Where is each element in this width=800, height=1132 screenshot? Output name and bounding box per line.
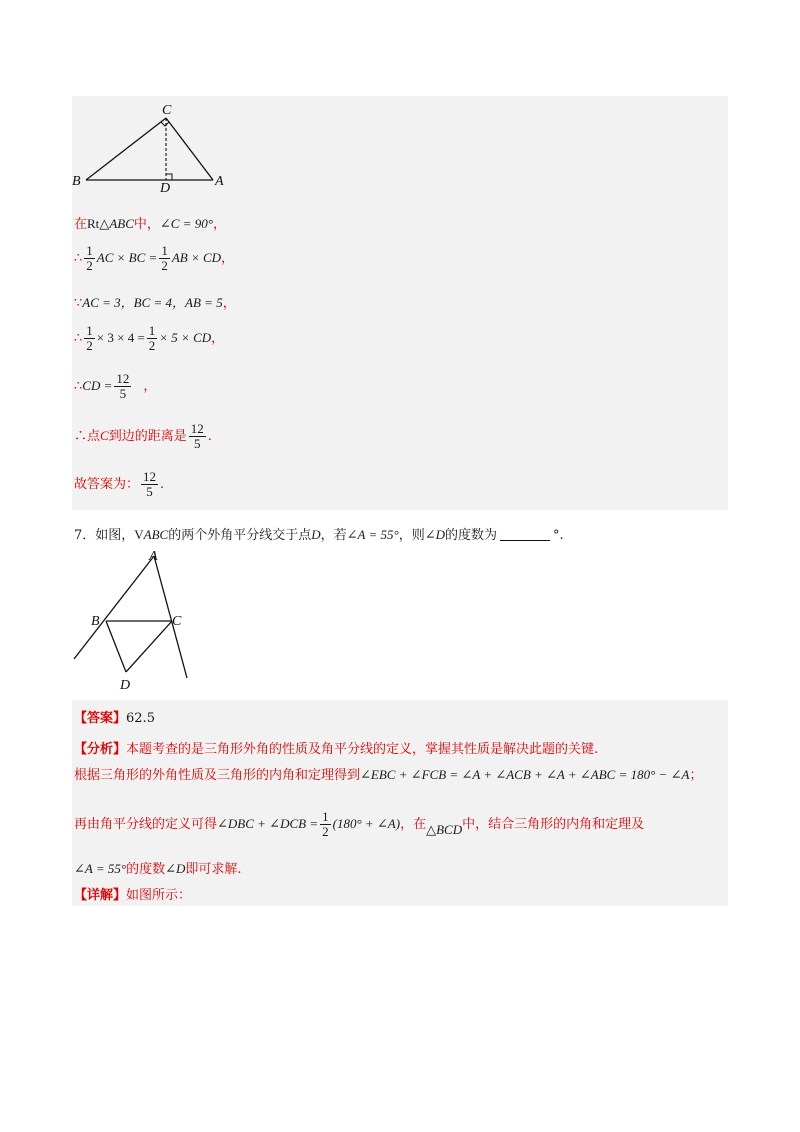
analysis-line: 【分析】本题考查的是三角形外角的性质及角平分线的定义，掌握其性质是解决此题的关键. [74, 742, 599, 757]
label-c: C [162, 103, 172, 118]
label-a: A [149, 549, 158, 564]
fraction-half: $\frac{1}{2}$ [86, 243, 93, 273]
segment-bd [106, 621, 126, 672]
fraction-half: $\frac{1}{2}$ [322, 809, 329, 839]
right-angle-mark-d [166, 174, 172, 180]
analysis-line-2: 根据三角形的外角性质及三角形的内角和定理得到∠EBC + ∠FCB = ∠A + ∠ACB + ∠A + ∠ABC = 180° − ∠A； [74, 767, 703, 783]
solution-line-5: ∴CD = $\frac{12}{5}$ ， [74, 371, 157, 401]
solution-line-7: 故答案为： $\frac{12}{5}$ . [74, 469, 165, 499]
detail-line: 【详解】如图所示： [74, 888, 192, 903]
segment-cd [126, 621, 172, 672]
fraction-12-5: $\frac{12}{5}$ [143, 469, 157, 499]
label-b: B [72, 174, 81, 189]
solution-line-1: 在Rt△ABC中，∠C = 90°， [74, 216, 226, 232]
line-ab-extended [74, 556, 154, 659]
fraction-12-5: $\frac{12}{5}$ [116, 371, 130, 401]
solution-line-3: ∵AC = 3，BC = 4，AB = 5， [74, 295, 236, 311]
side-bc [86, 118, 166, 180]
label-a: A [215, 174, 224, 189]
right-triangle-figure [70, 100, 240, 192]
label-d: D [160, 181, 171, 192]
fraction-12-5: $\frac{12}{5}$ [190, 421, 204, 451]
solution-line-4: ∴ $\frac{1}{2}$ × 3 × 4 = $\frac{1}{2}$ × 5 × CD， [74, 323, 225, 353]
label-c: C [172, 614, 182, 629]
analysis-line-3: 再由角平分线的定义可得∠DBC + ∠DCB = $\frac{1}{2}$ (180° + ∠A)，在△BCD中，结合三角形的内角和定理及 [74, 809, 645, 839]
line-ac-extended [154, 556, 187, 678]
solution-line-6: ∴点C到边的距离是 $\frac{12}{5}$ . [74, 421, 212, 451]
solution-line-2: ∴ $\frac{1}{2}$ AC × BC = $\frac{1}{2}$ AB × CD， [74, 243, 235, 273]
label-d: D [120, 678, 131, 693]
analysis-line-4: ∠A = 55°的度数∠D即可求解. [74, 861, 242, 877]
side-ca [166, 118, 213, 180]
label-b: B [91, 614, 100, 629]
answer-blank[interactable] [500, 540, 550, 541]
fraction-half: $\frac{1}{2}$ [161, 243, 168, 273]
fraction-half: $\frac{1}{2}$ [86, 323, 93, 353]
exterior-bisector-figure [66, 546, 206, 694]
question-7: 7．如图，VABC的两个外角平分线交于点D，若∠A = 55°，则∠D的度数为 °. [74, 527, 564, 543]
fraction-half: $\frac{1}{2}$ [148, 323, 156, 353]
answer-line: 【答案】62.5 [74, 711, 155, 726]
right-angle-mark-c [161, 122, 169, 126]
